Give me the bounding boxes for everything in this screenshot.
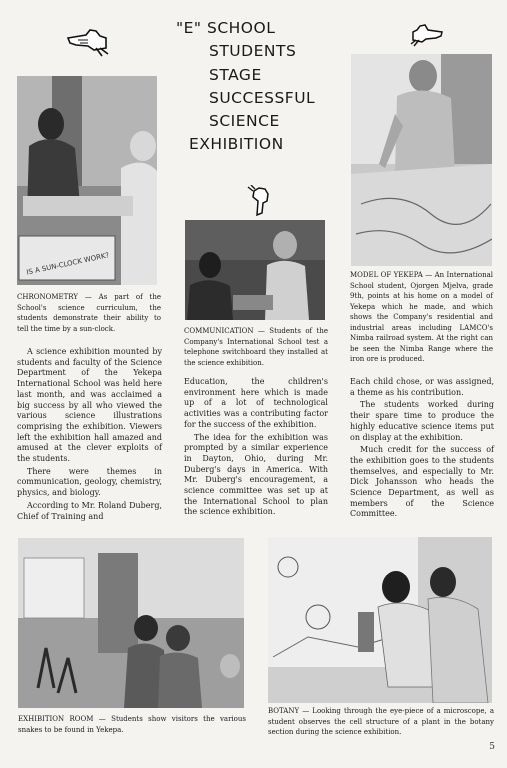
title-line-5: SCIENCE: [209, 112, 280, 131]
photo-exhibition-room: [18, 538, 244, 708]
photo-model-of-yekepa: [351, 54, 492, 266]
pointing-hand-right-icon: [410, 22, 444, 48]
paragraph: The students worked during their spare time to produce the highly educative science items put on display at the exhibition.: [350, 400, 494, 442]
photo-chronometry: [17, 76, 157, 285]
paragraph: According to Mr. Roland Duberg, Chief of Training and: [17, 500, 162, 521]
caption-model-of-yekepa: MODEL OF YEKEPA — An International School student, Ojorgen Mjelva, grade 9th, points at his home on a model of Yekepa which he made, and which shows the Company's residential and industrial areas including LAMCO's Nimba railroad system. At the right can be seen the Nimba Range where the iron ore is produced.: [350, 271, 493, 363]
caption-chronometry: CHRONOMETRY — As part of the School's science curriculum, the students demonstrate their ability to tell the time by a sun-clock.: [17, 293, 161, 333]
article-title: [175, 17, 335, 157]
title-line-6: EXHIBITION: [189, 135, 284, 154]
photo-communication: [185, 220, 325, 320]
title-line-3: STAGE: [209, 65, 262, 84]
caption-communication: COMMUNICATION — Students of the Company's International School test a telephone switchboard they installed at the science exhibition.: [184, 327, 328, 367]
caption-exhibition-room: EXHIBITION ROOM — Students show visitors the various snakes to be found in Yekepa.: [18, 715, 246, 734]
title-line-1: "E" SCHOOL: [176, 19, 276, 37]
paragraph: There were themes in communication, geology, chemistry, physics, and biology.: [17, 466, 162, 498]
title-line-4: SUCCESSFUL: [209, 88, 316, 107]
paragraph: Much credit for the success of the exhibition goes to the students themselves, and especially to Mr. Dick Johansson who heads the Science Department, as well as members of the Science Committee.: [350, 445, 494, 519]
caption-botany: BOTANY — Looking through the eye-piece of a microscope, a student observes the cell structure of a plant in the botany section during the science exhibition.: [268, 707, 494, 736]
sunclock-sign-text: IS A SUN-CLOCK WORK?: [25, 251, 110, 277]
pointing-hand-down-icon: [247, 185, 273, 217]
page-number: 5: [489, 742, 495, 752]
body-column-middle: [184, 377, 328, 520]
pointing-hand-left-icon: [66, 26, 110, 58]
paragraph: The idea for the exhibition was prompted by a similar experience in Dayton, Ohio, during Mr. Duberg's days in America. With Mr. Duberg's encouragement, a science committee was set up at the International School to plan the science exhibition.: [184, 432, 328, 517]
paragraph: A science exhibition mounted by students and faculty of the Science Department of the Yekepa International School was held here last month, and was acclaimed a big success by all who viewed the various science illustrations comprising the exhibition. Viewers left the exhibition hall amazed and amused at the clever exploits of the students.: [17, 347, 162, 464]
body-column-right: [350, 377, 494, 522]
photo-botany: [268, 537, 492, 703]
paragraph: Education, the children's environment here which is made up of a lot of technological activities was a contributing factor for the success of the exhibition.: [184, 377, 328, 429]
title-line-2: STUDENTS: [209, 42, 297, 61]
body-column-left: [17, 347, 162, 524]
paragraph: Each child chose, or was assigned, a theme as his contribution.: [350, 377, 494, 397]
